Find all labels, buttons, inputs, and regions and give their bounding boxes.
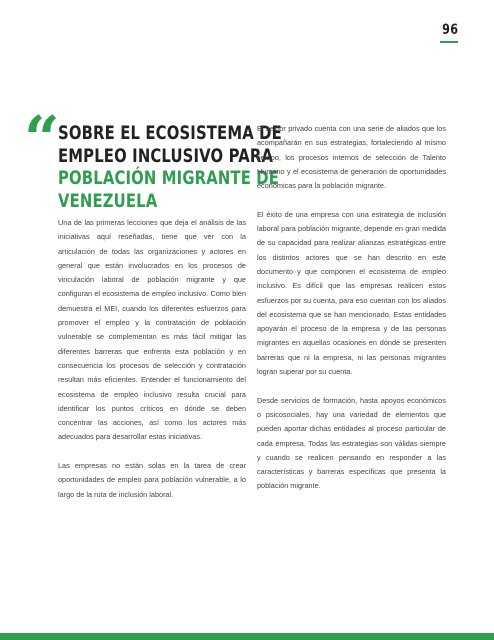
left-paragraph-1: Una de las primeras lecciones que deja el análisis de las iniciativas aquí reseñadas, tiene que ver con la articulación de todas las organizaciones y actores en general que están involucrados en los procesos de vinculación laboral de población migrante y que configuran el ecosistema de empleo inclusivo. Como bien demuestra el MEI, cuando los diferentes esfuerzos para promover el empleo y la contratación de población vulnerable se complementan es más fácil mitigar las diferentes barreras que enfrenta esta población y en consecuencia los procesos de selección y contratación resultan más eficientes. Entender el funcionamiento del ecosistema de empleo inclusivo resulta crucial para identificar los puntos críticos en dónde se deben concentrar las acciones, así como los actores más adecuados para desarrollar estas iniciativas. xyxy=(58,218,246,442)
page-number-underline xyxy=(440,41,458,43)
page-number: 96 xyxy=(441,22,458,38)
left-paragraph-2: Las empresas no están solas en la tarea de crear oportunidades de empleo para población vulnerable, a lo largo de la ruta de inclusión laboral. xyxy=(58,461,246,499)
quote-mark-icon: “ xyxy=(24,102,60,175)
heading-line-1: SOBRE EL ECOSISTEMA DE xyxy=(58,122,282,144)
right-column xyxy=(257,122,446,508)
left-column xyxy=(58,216,246,516)
right-paragraph-1: El sector privado cuenta con una serie de aliados que los acompañarán en sus estrategias, fortaleciendo al mismo tiempo, los procesos internos de selección de Talento Humano y el ecosistema de generación de oportunidades económicas para la población migrante. xyxy=(257,124,446,191)
right-paragraph-3: Desde servicios de formación, hasta apoyos económicos o psicosociales, hay una variedad de elementos que pueden aportar dichas entidades al proceso particular de cada empresa. Todas las estrategias son válidas siempre y cuando se realicen pensando en responder a las características y barreras específicas que presenta la población migrante. xyxy=(257,395,446,491)
right-paragraph-2: El éxito de una empresa con una estrategia de inclusión laboral para población migrante, depende en gran medida de su capacidad para realizar alianzas estratégicas entre los distintos actores que se han descrito en este documento y que componen el ecosistema de empleo inclusivo. Es difícil que las empresas realicen estos esfuerzos por su cuenta, para eso cuentan con los aliados del ecosistema que se han mencionado. Estas entidades apoyarán el proceso de la empresa y de las personas migrantes en aquellas ocasiones en dónde se presenten barreras que ni la empresa, ni las personas migrantes logran superar por su cuenta. xyxy=(257,209,446,377)
heading-line-2: EMPLEO INCLUSIVO PARA xyxy=(58,144,274,167)
footer-bar xyxy=(0,633,494,640)
heading-line-4: VENEZUELA xyxy=(58,189,158,212)
section-heading xyxy=(58,122,282,212)
heading-line-3: POBLACIÓN MIGRANTE DE xyxy=(58,167,280,189)
